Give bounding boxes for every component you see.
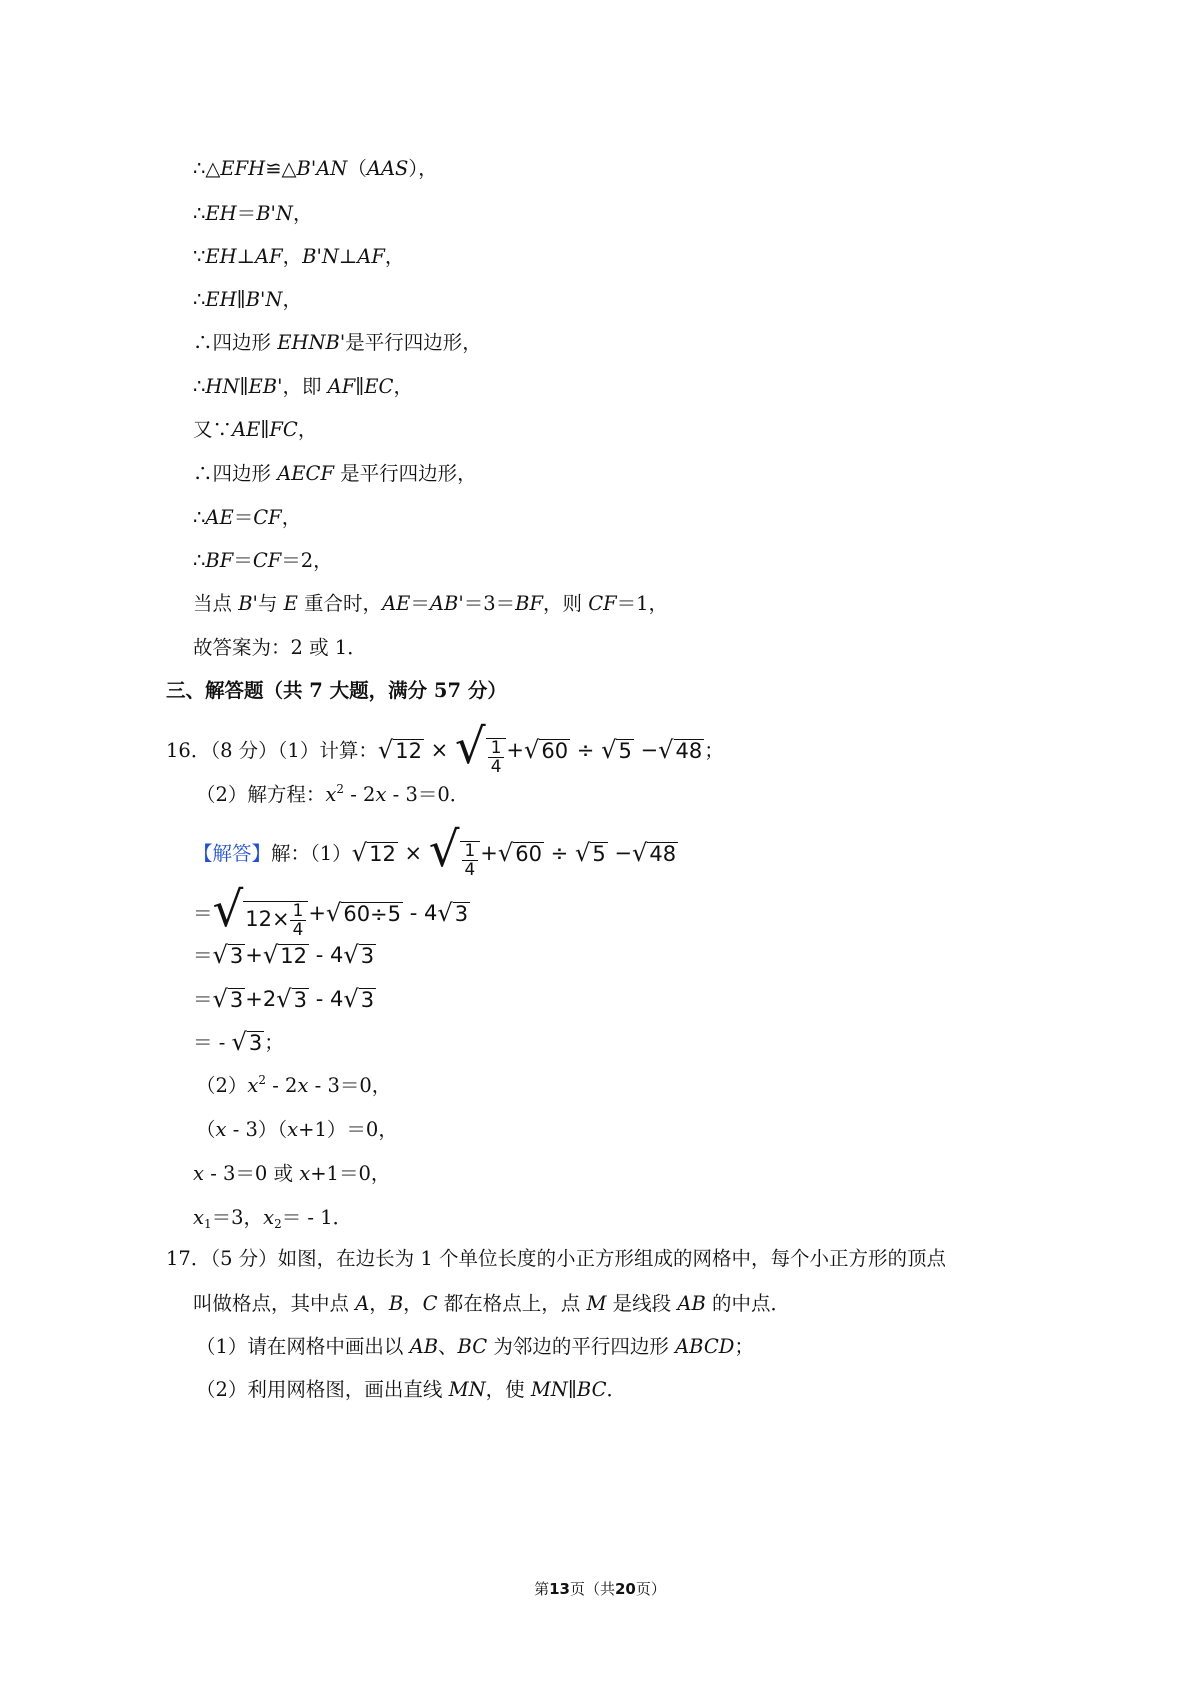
page-number: 13 xyxy=(549,1580,570,1598)
q16-step-7: x - 3＝0 或 x+1＝0， xyxy=(193,1162,391,1185)
proof-line-12: 故答案为：2 或 1． xyxy=(193,636,367,659)
q16-step-4: ＝ - √3 ； xyxy=(193,1028,284,1056)
proof-line-3: ∵EH⊥AF，B'N⊥AF， xyxy=(193,245,405,268)
proof-line-5: ∴四边形 EHNB'是平行四边形， xyxy=(193,331,482,354)
q16-step-1: ＝√12× $\frac{1}{4}$ +√60÷5 - 4√3 xyxy=(193,882,469,939)
proof-line-1: ∴△EFH≌△B'AN（AAS）， xyxy=(193,157,438,180)
sqrt-5: √5 xyxy=(601,736,632,765)
q16-step-2: ＝√3+√12 - 4√3 xyxy=(193,941,375,969)
proof-line-8: ∴四边形 AECF 是平行四边形， xyxy=(193,462,477,485)
q17-line-2: 叫做格点，其中点 A，B，C 都在格点上，点 M 是线段 AB 的中点． xyxy=(193,1292,790,1315)
q16-answer-line: 【解答】解：（1）√12 × √ $\frac{1}{4}$ +√60 ÷ √5 −√48 xyxy=(193,822,677,879)
q16-question: 16．（8 分）（1）计算：√12 × √ $\frac{1}{4}$ +√60 ÷ √5 −√48 ； xyxy=(166,719,724,776)
proof-line-7: 又∵AE∥FC， xyxy=(193,418,318,441)
q16-part2: （2）解方程：$x^2 - 2x - 3=0$． xyxy=(196,782,470,806)
q17-part-2: （2）利用网格图，画出直线 MN，使 MN∥BC． xyxy=(196,1378,627,1401)
q16-step-6: （x - 3）（x+1）＝0， xyxy=(196,1118,398,1141)
q16-step-8: $x_1=3$，$x_2= - 1$． xyxy=(193,1206,353,1231)
answer-tag: 【解答】 xyxy=(193,842,272,866)
proof-line-11: 当点 B'与 E 重合时，AE＝AB'＝3＝BF，则 CF＝1， xyxy=(193,592,669,615)
page-total: 20 xyxy=(615,1580,636,1598)
q16-step-3: ＝√3+2√3 - 4√3 xyxy=(193,985,375,1013)
q17-line-1: 17．（5 分）如图，在边长为 1 个单位长度的小正方形组成的网格中，每个小正方形的顶点 xyxy=(166,1247,946,1270)
q17-part-1: （1）请在网格中画出以 AB、BC 为邻边的平行四边形 ABCD； xyxy=(196,1335,754,1358)
q16-step-5: $(2)x^2 - 2x - 3=0$， xyxy=(196,1073,392,1097)
proof-line-10: ∴BF＝CF＝2， xyxy=(193,549,333,572)
sqrt-48: √48 xyxy=(658,736,703,765)
proof-line-6: ∴HN∥EB'，即 AF∥EC， xyxy=(193,375,413,398)
proof-line-2: ∴EH＝B'N， xyxy=(193,202,313,225)
sqrt-12: √12 xyxy=(377,736,422,765)
sqrt-fraction: √ $\frac{1}{4}$ xyxy=(455,727,506,775)
fraction: $\frac{1}{4}$ xyxy=(488,739,505,775)
proof-line-9: ∴AE＝CF， xyxy=(193,506,302,529)
proof-line-4: ∴EH∥B'N， xyxy=(193,288,302,311)
page-footer: 第13页（共20页） xyxy=(534,1580,666,1598)
sqrt-60: √60 xyxy=(523,736,569,765)
section-heading: 三、解答题（共 7 大题，满分 57 分） xyxy=(166,679,507,702)
